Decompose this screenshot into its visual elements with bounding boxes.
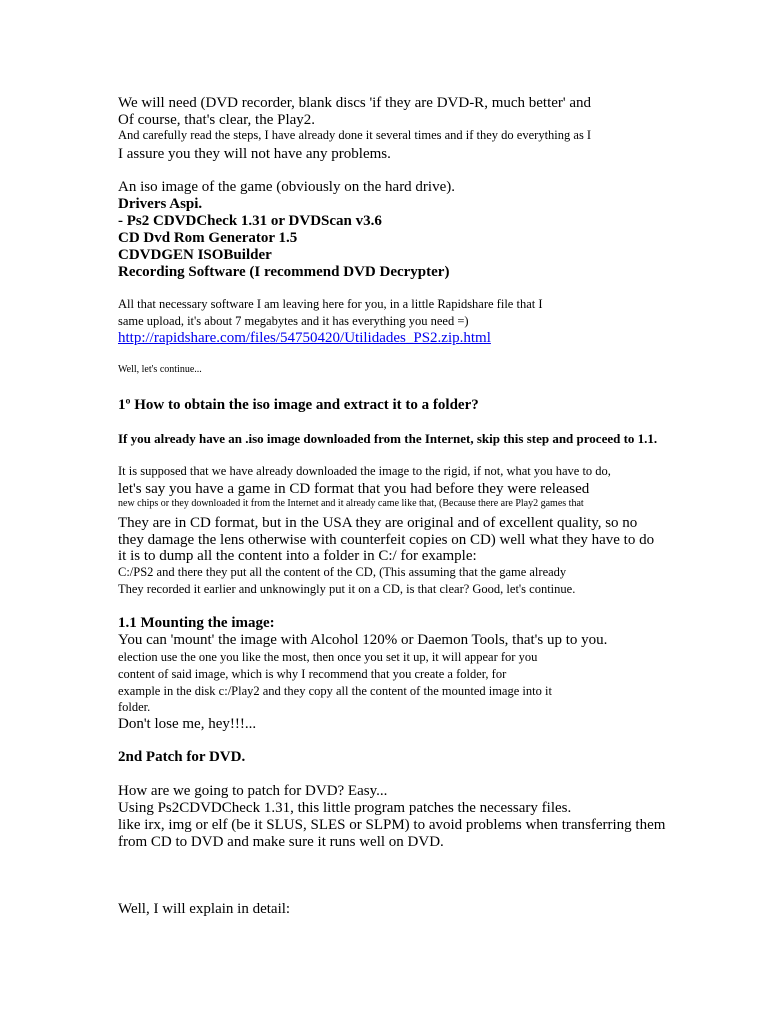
section-1-line: they damage the lens otherwise with counterfeit copies on CD) well what they have to do <box>118 532 655 548</box>
tool-item: CDVDGEN ISOBuilder <box>118 247 272 263</box>
software-note-line-1: All that necessary software I am leaving here for you, in a little Rapidshare file that I <box>118 297 543 311</box>
tool-item: Drivers Aspi. <box>118 196 203 212</box>
skip-note: If you already have an .iso image downloaded from the Internet, skip this step and proceed to 1.1. <box>118 431 658 446</box>
tool-item: - Ps2 CDVDCheck 1.31 or DVDScan v3.6 <box>118 213 382 229</box>
section-1-line: let's say you have a game in CD format that you had before they were released <box>118 481 590 497</box>
tool-item: Recording Software (I recommend DVD Decrypter) <box>118 264 450 280</box>
section-1-1-heading: 1.1 Mounting the image: <box>118 615 275 631</box>
section-1-line: They are in CD format, but in the USA they are original and of excellent quality, so no <box>118 515 638 531</box>
section-1-1-line: example in the disk c:/Play2 and they copy all the content of the mounted image into it <box>118 684 552 698</box>
rapidshare-link[interactable]: http://rapidshare.com/files/54750420/Utilidades_PS2.zip.html <box>118 330 491 346</box>
intro-line-4: I assure you they will not have any problems. <box>118 146 391 162</box>
section-2-line: like irx, img or elf (be it SLUS, SLES or SLPM) to avoid problems when transferring them <box>118 817 666 833</box>
closing-line: Well, I will explain in detail: <box>118 901 291 917</box>
section-1-heading: 1º How to obtain the iso image and extract it to a folder? <box>118 397 479 413</box>
section-1-line: it is to dump all the content into a folder in C:/ for example: <box>118 548 477 564</box>
intro-line-3: And carefully read the steps, I have already done it several times and if they do everything as I <box>118 128 592 142</box>
intro-line-2: Of course, that's clear, the Play2. <box>118 112 316 128</box>
section-1-line: C:/PS2 and there they put all the content of the CD, (This assuming that the game already <box>118 565 567 579</box>
section-1-line: It is supposed that we have already downloaded the image to the rigid, if not, what you have to do, <box>118 464 611 478</box>
section-1-1-line: election use the one you like the most, then once you set it up, it will appear for you <box>118 650 538 664</box>
section-1-line: They recorded it earlier and unknowingly put it on a CD, is that clear? Good, let's continue. <box>118 582 576 596</box>
software-note-line-2: same upload, it's about 7 megabytes and it has everything you need =) <box>118 314 469 328</box>
section-2-line: from CD to DVD and make sure it runs well on DVD. <box>118 834 444 850</box>
continue-text: Well, let's continue... <box>118 364 202 375</box>
tool-item: CD Dvd Rom Generator 1.5 <box>118 230 298 246</box>
section-2-line: Using Ps2CDVDCheck 1.31, this little program patches the necessary files. <box>118 800 572 816</box>
section-1-1-line: content of said image, which is why I recommend that you create a folder, for <box>118 667 507 681</box>
section-2-heading: 2nd Patch for DVD. <box>118 749 246 765</box>
section-1-1-line: folder. <box>118 700 151 714</box>
section-1-1-line: You can 'mount' the image with Alcohol 120% or Daemon Tools, that's up to you. <box>118 632 608 648</box>
section-1-line: new chips or they downloaded it from the Internet and it already came like that, (Because there are Play2 games that <box>118 498 584 509</box>
intro-line-1: We will need (DVD recorder, blank discs 'if they are DVD-R, much better' and <box>118 95 592 111</box>
iso-line: An iso image of the game (obviously on the hard drive). <box>118 179 456 195</box>
section-1-1-line: Don't lose me, hey!!!... <box>118 716 257 732</box>
section-2-line: How are we going to patch for DVD? Easy... <box>118 783 388 799</box>
